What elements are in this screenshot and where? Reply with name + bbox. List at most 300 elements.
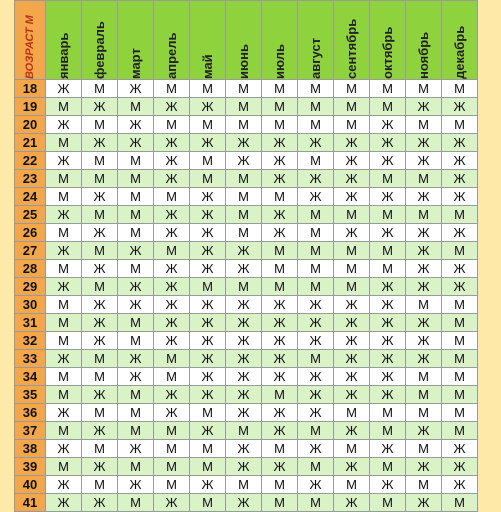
gender-cell: М xyxy=(442,386,478,404)
gender-cell: Ж xyxy=(298,332,334,350)
age-cell: 31 xyxy=(15,314,46,332)
gender-cell: М xyxy=(442,116,478,134)
gender-cell: М xyxy=(262,80,298,98)
gender-cell: Ж xyxy=(406,98,442,116)
gender-cell: М xyxy=(334,404,370,422)
gender-cell: Ж xyxy=(118,80,154,98)
month-header xyxy=(154,1,190,80)
table-row xyxy=(15,404,478,422)
gender-cell: М xyxy=(82,404,118,422)
gender-cell: М xyxy=(82,368,118,386)
gender-cell: Ж xyxy=(82,260,118,278)
gender-cell: М xyxy=(154,368,190,386)
gender-cell: М xyxy=(118,494,154,512)
gender-cell: М xyxy=(262,98,298,116)
gender-cell: Ж xyxy=(406,350,442,368)
gender-cell: М xyxy=(406,170,442,188)
gender-cell: М xyxy=(298,242,334,260)
gender-cell: М xyxy=(46,386,82,404)
gender-cell: Ж xyxy=(262,170,298,188)
table-row xyxy=(15,332,478,350)
gender-cell: Ж xyxy=(262,296,298,314)
gender-cell: М xyxy=(298,458,334,476)
age-cell: 29 xyxy=(15,278,46,296)
gender-cell: М xyxy=(334,278,370,296)
gender-cell: Ж xyxy=(226,350,262,368)
gender-cell: Ж xyxy=(406,188,442,206)
gender-cell: М xyxy=(298,494,334,512)
gender-cell: Ж xyxy=(46,494,82,512)
gender-cell: Ж xyxy=(154,386,190,404)
month-header-label: февраль xyxy=(92,21,107,79)
gender-cell: М xyxy=(442,296,478,314)
gender-cell: М xyxy=(46,170,82,188)
gender-cell: М xyxy=(46,422,82,440)
gender-cell: М xyxy=(262,386,298,404)
gender-cell: М xyxy=(118,260,154,278)
month-header xyxy=(370,1,406,80)
gender-cell: М xyxy=(46,134,82,152)
gender-cell: Ж xyxy=(298,386,334,404)
table-row xyxy=(15,134,478,152)
gender-cell: М xyxy=(442,494,478,512)
gender-cell: М xyxy=(334,260,370,278)
table-row xyxy=(15,188,478,206)
gender-cell: М xyxy=(298,206,334,224)
gender-cell: Ж xyxy=(298,314,334,332)
gender-cell: Ж xyxy=(154,152,190,170)
table-row xyxy=(15,296,478,314)
table-row xyxy=(15,440,478,458)
gender-cell: Ж xyxy=(118,242,154,260)
gender-cell: Ж xyxy=(370,296,406,314)
gender-cell: Ж xyxy=(82,188,118,206)
gender-cell: М xyxy=(154,80,190,98)
gender-cell: Ж xyxy=(226,242,262,260)
table-row xyxy=(15,458,478,476)
age-cell: 41 xyxy=(15,494,46,512)
gender-cell: М xyxy=(334,116,370,134)
gender-cell: Ж xyxy=(154,332,190,350)
table-row xyxy=(15,314,478,332)
gender-cell: М xyxy=(298,152,334,170)
gender-cell: Ж xyxy=(442,440,478,458)
gender-cell: Ж xyxy=(46,404,82,422)
gender-cell: М xyxy=(190,170,226,188)
gender-cell: М xyxy=(190,80,226,98)
gender-cell: М xyxy=(334,440,370,458)
gender-cell: М xyxy=(190,278,226,296)
gender-cell: М xyxy=(406,80,442,98)
gender-cell: Ж xyxy=(82,458,118,476)
gender-cell: Ж xyxy=(370,278,406,296)
gender-cell: Ж xyxy=(118,296,154,314)
gender-cell: Ж xyxy=(406,134,442,152)
gender-cell: М xyxy=(46,314,82,332)
gender-cell: М xyxy=(154,350,190,368)
gender-cell: М xyxy=(226,80,262,98)
gender-cell: Ж xyxy=(190,224,226,242)
table-row xyxy=(15,494,478,512)
gender-cell: Ж xyxy=(334,386,370,404)
gender-cell: Ж xyxy=(190,242,226,260)
gender-cell: Ж xyxy=(226,260,262,278)
gender-cell: Ж xyxy=(406,332,442,350)
month-header-label: июль xyxy=(272,43,287,79)
age-cell: 34 xyxy=(15,368,46,386)
gender-cell: М xyxy=(406,368,442,386)
gender-cell: М xyxy=(118,422,154,440)
gender-cell: Ж xyxy=(370,368,406,386)
gender-cell: М xyxy=(370,404,406,422)
table-row xyxy=(15,170,478,188)
gender-cell: М xyxy=(118,332,154,350)
gender-cell: М xyxy=(82,80,118,98)
age-cell: 35 xyxy=(15,386,46,404)
gender-cell: Ж xyxy=(154,260,190,278)
gender-cell: Ж xyxy=(262,404,298,422)
gender-cell: М xyxy=(118,224,154,242)
gender-cell: М xyxy=(298,116,334,134)
gender-cell: Ж xyxy=(442,278,478,296)
gender-cell: Ж xyxy=(262,458,298,476)
age-cell: 18 xyxy=(15,80,46,98)
gender-cell: Ж xyxy=(82,224,118,242)
gender-cell: М xyxy=(406,476,442,494)
gender-cell: М xyxy=(46,224,82,242)
gender-cell: М xyxy=(226,206,262,224)
month-header xyxy=(82,1,118,80)
gender-cell: Ж xyxy=(46,80,82,98)
gender-cell: Ж xyxy=(298,368,334,386)
gender-cell: М xyxy=(406,440,442,458)
gender-cell: Ж xyxy=(334,368,370,386)
table-row xyxy=(15,386,478,404)
gender-cell: Ж xyxy=(406,242,442,260)
gender-cell: Ж xyxy=(226,134,262,152)
gender-cell: Ж xyxy=(262,314,298,332)
gender-cell: М xyxy=(118,98,154,116)
gender-cell: Ж xyxy=(190,98,226,116)
gender-cell: Ж xyxy=(118,440,154,458)
age-cell: 38 xyxy=(15,440,46,458)
gender-cell: Ж xyxy=(334,188,370,206)
table-body xyxy=(15,80,478,512)
gender-cell: Ж xyxy=(334,458,370,476)
gender-cell: М xyxy=(154,242,190,260)
gender-cell: Ж xyxy=(298,440,334,458)
gender-cell: Ж xyxy=(154,296,190,314)
gender-cell: Ж xyxy=(190,134,226,152)
month-header-label: декабрь xyxy=(452,25,467,79)
gender-cell: М xyxy=(262,242,298,260)
gender-cell: Ж xyxy=(154,206,190,224)
month-header xyxy=(118,1,154,80)
gender-cell: М xyxy=(46,98,82,116)
gender-cell: Ж xyxy=(334,134,370,152)
gender-cell: Ж xyxy=(262,152,298,170)
gender-cell: Ж xyxy=(82,386,118,404)
gender-cell: М xyxy=(154,476,190,494)
gender-cell: Ж xyxy=(190,260,226,278)
gender-cell: М xyxy=(370,494,406,512)
gender-cell: Ж xyxy=(190,386,226,404)
gender-cell: М xyxy=(82,152,118,170)
month-header-label: май xyxy=(200,54,215,79)
gender-cell: Ж xyxy=(370,476,406,494)
table-row xyxy=(15,80,478,98)
month-header xyxy=(46,1,82,80)
age-cell: 20 xyxy=(15,116,46,134)
age-cell: 40 xyxy=(15,476,46,494)
gender-cell: Ж xyxy=(442,224,478,242)
gender-cell: Ж xyxy=(334,224,370,242)
gender-cell: Ж xyxy=(82,296,118,314)
gender-cell: Ж xyxy=(406,314,442,332)
gender-cell: М xyxy=(442,80,478,98)
table-row xyxy=(15,206,478,224)
gender-cell: М xyxy=(370,170,406,188)
gender-cell: Ж xyxy=(442,170,478,188)
age-cell: 19 xyxy=(15,98,46,116)
gender-cell: М xyxy=(46,188,82,206)
table-row xyxy=(15,476,478,494)
gender-cell: М xyxy=(334,98,370,116)
gender-cell: М xyxy=(118,404,154,422)
gender-cell: М xyxy=(442,242,478,260)
gender-cell: М xyxy=(406,116,442,134)
gender-cell: Ж xyxy=(190,206,226,224)
gender-cell: Ж xyxy=(334,422,370,440)
gender-cell: Ж xyxy=(262,422,298,440)
gender-cell: М xyxy=(118,170,154,188)
gender-cell: Ж xyxy=(406,278,442,296)
gender-cell: Ж xyxy=(334,296,370,314)
table-row xyxy=(15,368,478,386)
gender-cell: М xyxy=(46,368,82,386)
gender-cell: Ж xyxy=(154,224,190,242)
table-row xyxy=(15,278,478,296)
age-cell: 28 xyxy=(15,260,46,278)
gender-cell: М xyxy=(370,98,406,116)
gender-cell: Ж xyxy=(370,224,406,242)
month-header-label: ноябрь xyxy=(416,31,431,79)
table-row xyxy=(15,224,478,242)
gender-cell: М xyxy=(370,260,406,278)
gender-cell: Ж xyxy=(406,458,442,476)
gender-cell: Ж xyxy=(46,476,82,494)
gender-cell: М xyxy=(118,458,154,476)
gender-cell: Ж xyxy=(262,332,298,350)
gender-cell: Ж xyxy=(46,242,82,260)
age-cell: 32 xyxy=(15,332,46,350)
month-header-label: июнь xyxy=(236,44,251,79)
gender-cell: Ж xyxy=(370,440,406,458)
age-cell: 30 xyxy=(15,296,46,314)
gender-cell: М xyxy=(118,152,154,170)
gender-cell: Ж xyxy=(226,368,262,386)
gender-cell: М xyxy=(226,170,262,188)
gender-cell: М xyxy=(262,476,298,494)
gender-cell: М xyxy=(82,350,118,368)
gender-cell: Ж xyxy=(334,494,370,512)
month-header xyxy=(442,1,478,80)
gender-cell: Ж xyxy=(262,134,298,152)
gender-cell: Ж xyxy=(190,332,226,350)
age-cell: 39 xyxy=(15,458,46,476)
gender-cell: Ж xyxy=(118,368,154,386)
gender-cell: Ж xyxy=(154,98,190,116)
age-cell: 33 xyxy=(15,350,46,368)
gender-cell: Ж xyxy=(334,170,370,188)
gender-cell: М xyxy=(442,314,478,332)
month-header xyxy=(190,1,226,80)
gender-cell: М xyxy=(298,278,334,296)
gender-cell: М xyxy=(154,422,190,440)
gender-cell: Ж xyxy=(298,188,334,206)
gender-cell: Ж xyxy=(118,134,154,152)
gender-cell: Ж xyxy=(406,260,442,278)
gender-cell: Ж xyxy=(298,134,334,152)
age-cell: 37 xyxy=(15,422,46,440)
gender-cell: М xyxy=(334,476,370,494)
gender-cell: М xyxy=(118,314,154,332)
gender-cell: Ж xyxy=(154,170,190,188)
gender-cell: М xyxy=(442,404,478,422)
gender-cell: М xyxy=(154,440,190,458)
month-header xyxy=(262,1,298,80)
month-header-label: октябрь xyxy=(380,26,395,79)
month-header xyxy=(334,1,370,80)
gender-cell: Ж xyxy=(82,494,118,512)
gender-cell: Ж xyxy=(82,314,118,332)
gender-cell: М xyxy=(226,98,262,116)
gender-cell: Ж xyxy=(226,152,262,170)
gender-cell: М xyxy=(46,296,82,314)
age-cell: 27 xyxy=(15,242,46,260)
gender-cell: М xyxy=(226,422,262,440)
gender-cell: М xyxy=(334,206,370,224)
table-row xyxy=(15,422,478,440)
gender-cell: Ж xyxy=(370,350,406,368)
table-row xyxy=(15,260,478,278)
gender-cell: Ж xyxy=(370,332,406,350)
gender-cell: Ж xyxy=(46,440,82,458)
gender-cell: М xyxy=(82,278,118,296)
gender-cell: М xyxy=(262,116,298,134)
gender-cell: М xyxy=(334,80,370,98)
gender-cell: М xyxy=(370,422,406,440)
month-header xyxy=(226,1,262,80)
gender-cell: Ж xyxy=(46,152,82,170)
gender-cell: Ж xyxy=(82,134,118,152)
gender-cell: М xyxy=(262,494,298,512)
gender-cell: Ж xyxy=(370,386,406,404)
gender-cell: М xyxy=(226,188,262,206)
corner-header-label: ВОЗРАСТ М xyxy=(24,15,36,79)
gender-cell: М xyxy=(442,206,478,224)
gender-cell: Ж xyxy=(46,116,82,134)
gender-cell: М xyxy=(190,404,226,422)
gender-cell: Ж xyxy=(442,98,478,116)
gender-cell: Ж xyxy=(334,314,370,332)
gender-cell: М xyxy=(442,368,478,386)
gender-cell: М xyxy=(262,278,298,296)
gender-cell: М xyxy=(298,98,334,116)
gender-cell: М xyxy=(82,116,118,134)
gender-cell: Ж xyxy=(226,332,262,350)
gender-cell: М xyxy=(298,224,334,242)
gender-cell: М xyxy=(370,458,406,476)
month-header-label: январь xyxy=(56,32,71,79)
gender-cell: Ж xyxy=(82,332,118,350)
gender-cell: Ж xyxy=(370,188,406,206)
gender-cell: М xyxy=(370,242,406,260)
month-header-label: март xyxy=(128,48,143,79)
gender-cell: Ж xyxy=(82,98,118,116)
gender-cell: М xyxy=(82,440,118,458)
gender-cell: Ж xyxy=(226,404,262,422)
gender-cell: М xyxy=(82,206,118,224)
gender-cell: Ж xyxy=(190,188,226,206)
gender-cell: Ж xyxy=(190,296,226,314)
gender-cell: Ж xyxy=(334,350,370,368)
gender-cell: М xyxy=(154,116,190,134)
gender-cell: Ж xyxy=(118,476,154,494)
gender-cell: Ж xyxy=(118,278,154,296)
age-cell: 23 xyxy=(15,170,46,188)
gender-cell: Ж xyxy=(298,404,334,422)
gender-cell: Ж xyxy=(118,116,154,134)
gender-cell: М xyxy=(262,188,298,206)
gender-cell: М xyxy=(190,494,226,512)
gender-cell: Ж xyxy=(334,152,370,170)
gender-cell: Ж xyxy=(298,296,334,314)
gender-cell: М xyxy=(118,206,154,224)
gender-cell: М xyxy=(298,260,334,278)
gender-cell: М xyxy=(118,386,154,404)
gender-cell: М xyxy=(46,458,82,476)
gender-cell: М xyxy=(190,116,226,134)
gender-cell: Ж xyxy=(46,206,82,224)
gender-cell: Ж xyxy=(190,422,226,440)
gender-cell: М xyxy=(442,422,478,440)
gender-cell: М xyxy=(226,476,262,494)
gender-cell: Ж xyxy=(154,404,190,422)
gender-cell: Ж xyxy=(406,494,442,512)
conception-calendar-table xyxy=(14,0,478,512)
gender-cell: Ж xyxy=(154,314,190,332)
age-cell: 25 xyxy=(15,206,46,224)
gender-cell: М xyxy=(406,404,442,422)
month-header-label: апрель xyxy=(164,32,179,79)
gender-cell: Ж xyxy=(226,386,262,404)
gender-cell: Ж xyxy=(442,260,478,278)
gender-cell: М xyxy=(190,152,226,170)
gender-cell: Ж xyxy=(262,350,298,368)
gender-cell: М xyxy=(46,332,82,350)
gender-cell: М xyxy=(82,476,118,494)
gender-cell: Ж xyxy=(46,278,82,296)
gender-cell: М xyxy=(406,296,442,314)
gender-cell: Ж xyxy=(82,422,118,440)
gender-cell: Ж xyxy=(226,440,262,458)
gender-cell: М xyxy=(334,242,370,260)
gender-cell: Ж xyxy=(118,350,154,368)
gender-cell: Ж xyxy=(298,170,334,188)
gender-cell: Ж xyxy=(154,494,190,512)
age-cell: 26 xyxy=(15,224,46,242)
